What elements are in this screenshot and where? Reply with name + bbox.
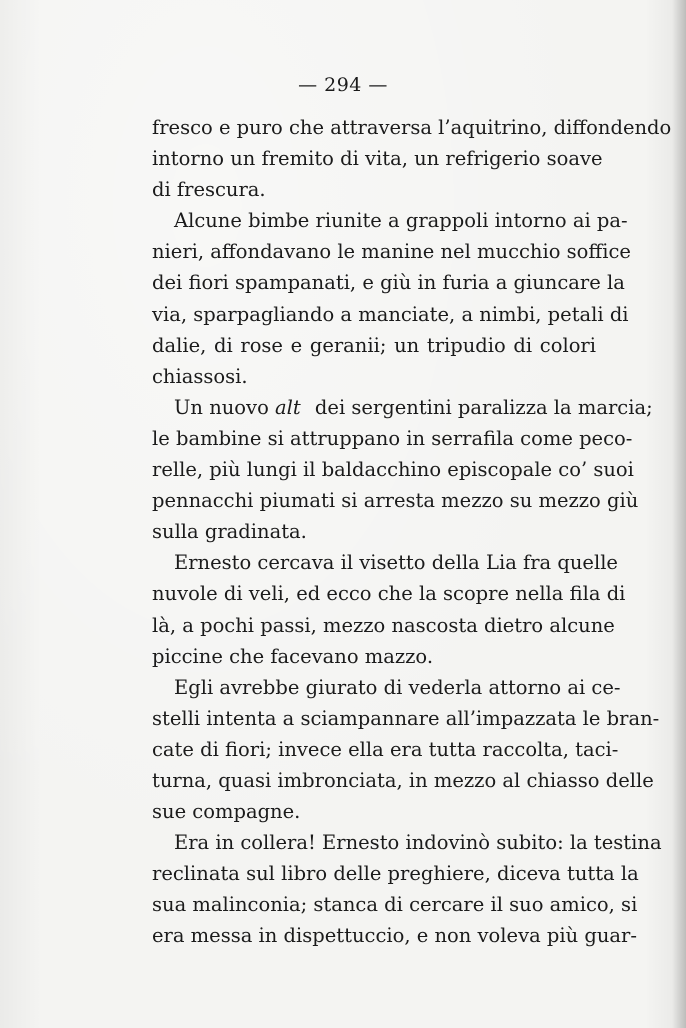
body-text bbox=[152, 112, 672, 952]
italic-word: alt bbox=[275, 395, 301, 419]
text-line: nuvole di veli, ed ecco che la scopre nella fila di bbox=[152, 582, 626, 606]
text-line-with-italic bbox=[152, 392, 653, 423]
text-line: turna, quasi imbronciata, in mezzo al chiasso delle bbox=[152, 768, 654, 792]
text-line: intorno un fremito di vita, un refrigerio soave bbox=[152, 147, 603, 171]
page-number: — 294 — bbox=[298, 74, 388, 96]
text-line: dei fiori spampanati, e giù in furia a giuncare la bbox=[152, 271, 625, 295]
text-line: le bambine si attruppano in serrafila come peco- bbox=[152, 426, 633, 450]
text-line: chiassosi. bbox=[152, 364, 248, 388]
text-segment: dei sergentini paralizza la marcia; bbox=[308, 395, 653, 419]
text-line: Era in collera! Ernesto indovinò subito: la testina bbox=[174, 831, 662, 855]
text-line: era messa in dispettuccio, e non voleva più guar- bbox=[152, 924, 637, 948]
text-line: dalie, di rose e geranii; un tripudio di colori bbox=[152, 333, 596, 357]
text-line: Ernesto cercava il visetto della Lia fra quelle bbox=[174, 551, 618, 575]
text-line: piccine che facevano mazzo. bbox=[152, 644, 434, 668]
text-line: là, a pochi passi, mezzo nascosta dietro alcune bbox=[152, 613, 615, 637]
text-line: cate di fiori; invece ella era tutta raccolta, taci- bbox=[152, 737, 619, 761]
text-line: pennacchi piumati si arresta mezzo su mezzo giù bbox=[152, 489, 639, 513]
text-line: fresco e puro che attraversa l’aquitrino, diffondendo bbox=[152, 116, 672, 139]
text-line: Egli avrebbe giurato di vederla attorno ai ce- bbox=[174, 675, 621, 699]
text-line: stelli intenta a sciampannare all’impazzata le bran- bbox=[152, 706, 660, 730]
page-edge-shadow bbox=[672, 0, 686, 1028]
text-line: via, sparpagliando a manciate, a nimbi, petali di bbox=[152, 302, 629, 326]
text-line: reclinata sul libro delle preghiere, diceva tutta la bbox=[152, 862, 639, 886]
text-line: Alcune bimbe riunite a grappoli intorno ai pa- bbox=[174, 209, 628, 233]
text-segment: Un nuovo bbox=[174, 395, 276, 419]
text-line: sua malinconia; stanca di cercare il suo amico, si bbox=[152, 893, 638, 917]
text-line: sulla gradinata. bbox=[152, 520, 307, 544]
text-line: sue compagne. bbox=[152, 800, 301, 824]
text-line: relle, più lungi il baldacchino episcopale co’ suoi bbox=[152, 458, 634, 482]
text-line: di frescura. bbox=[152, 178, 266, 202]
text-line: nieri, affondavano le manine nel mucchio soffice bbox=[152, 240, 631, 264]
